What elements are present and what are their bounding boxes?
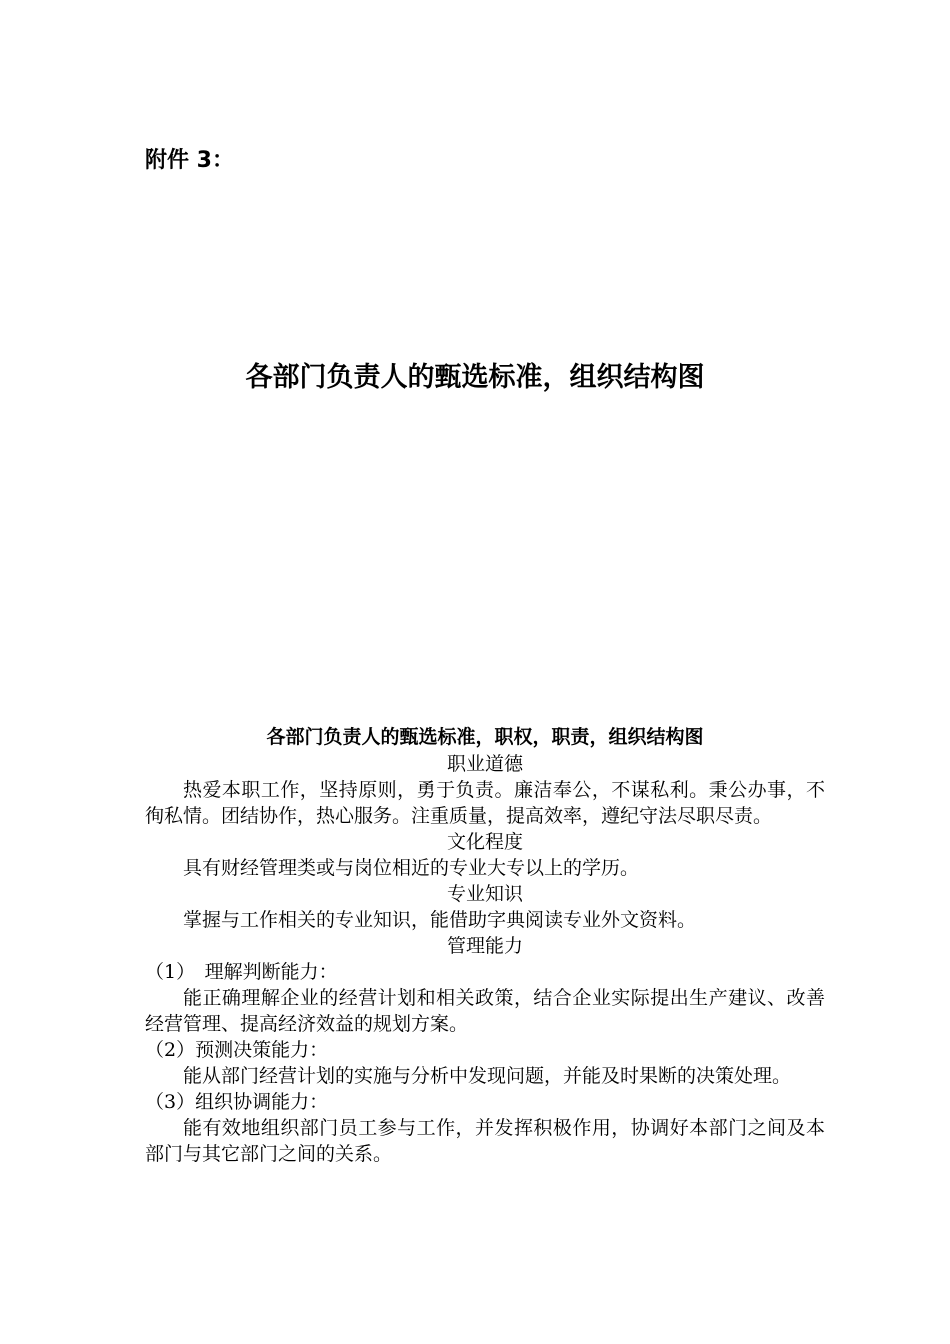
- item-label-judgment: （1） 理解判断能力：: [145, 961, 338, 983]
- paragraph-ethics: 热爱本职工作，坚持原则，勇于负责。廉洁奉公，不谋私利。秉公办事，不徇私情。团结协作，热心服务。注重质量，提高效率，遵纪守法尽职尽责。: [145, 779, 825, 827]
- heading-management: 管理能力: [446, 935, 523, 957]
- heading-education: 文化程度: [446, 831, 523, 853]
- section-title: 各部门负责人的甄选标准，职权，职责，组织结构图: [266, 726, 704, 748]
- item-text-decision: 能从部门经营计划的实施与分析中发现问题，并能及时果断的决策处理。: [183, 1065, 792, 1087]
- paragraph-knowledge: 掌握与工作相关的专业知识，能借助字典阅读专业外文资料。: [183, 909, 697, 931]
- document-body: [145, 724, 825, 1167]
- attachment-label: 附件 3：: [145, 148, 234, 173]
- item-label-coordination: （3）组织协调能力：: [145, 1091, 329, 1113]
- item-text-coordination: 能有效地组织部门员工参与工作，并发挥积极作用，协调好本部门之间及本部门与其它部门之间的关系。: [145, 1117, 825, 1165]
- heading-knowledge: 专业知识: [446, 883, 523, 905]
- paragraph-education: 具有财经管理类或与岗位相近的专业大专以上的学历。: [183, 857, 640, 879]
- heading-ethics: 职业道德: [446, 753, 523, 775]
- item-label-decision: （2）预测决策能力：: [145, 1039, 329, 1061]
- item-text-judgment: 能正确理解企业的经营计划和相关政策，结合企业实际提出生产建议、改善经营管理、提高经济效益的规划方案。: [145, 987, 825, 1035]
- main-title: 各部门负责人的甄选标准，组织结构图: [245, 362, 705, 393]
